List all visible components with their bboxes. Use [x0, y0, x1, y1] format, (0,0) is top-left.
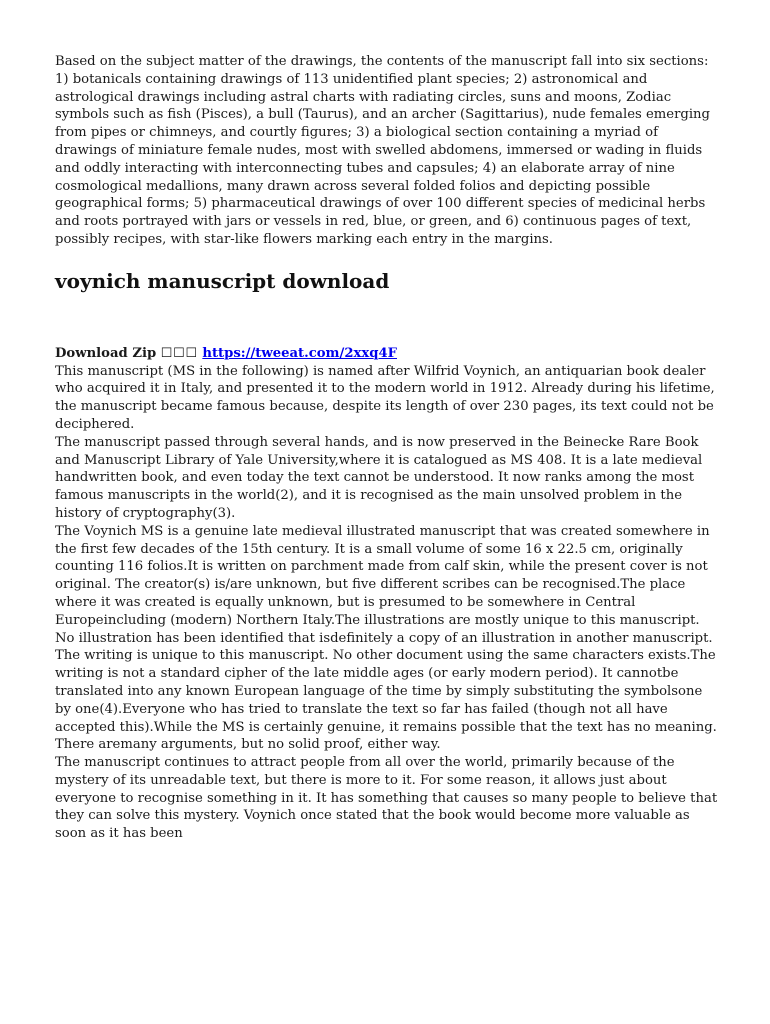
body-paragraph: The manuscript continues to attract people from all over the world, primarily because of the mystery of its unreadable text, but there is more to it. For some reason, it allows just about everyone to recognise something in it. It has something that causes so many people to believe that they can solve this mystery. Voynich once stated that the book would become more valuable as soon as it has been: [55, 755, 718, 842]
body-paragraph: The manuscript passed through several hands, and is now preserved in the Beinecke Rare Book and Manuscript Library of Yale University,where it is catalogued as MS 408. It is a late medieval handwritten book, and even today the text cannot be understood. It now ranks among the most famous manuscripts in the world(2), and it is recognised as the main unsolved problem in the history of cryptography(3).: [55, 434, 703, 521]
document-page: [55, 53, 720, 843]
download-label: Download Zip: [55, 345, 157, 361]
download-link[interactable]: https://tweeat.com/2xxq4F: [202, 345, 397, 361]
download-arrows-icon: ☐☐☐: [160, 345, 198, 361]
body-paragraph: The writing is unique to this manuscript. No other document using the same characters exists.The writing is not a standard cipher of the late middle ages (or early modern period). It cannotbe translated into any known European language of the time by simply substituting the symbolsone by one(4).Everyone who has tried to translate the text so far has failed (though not all have accepted this).While the MS is certainly genuine, it remains possible that the text has no meaning. There aremany arguments, but no solid proof, either way.: [55, 648, 717, 753]
intro-paragraph: Based on the subject matter of the drawings, the contents of the manuscript fall into six sections: 1) botanicals containing drawings of 113 unidentified plant species; 2) astronomical and astrological drawings including astral charts with radiating circles, suns and moons, Zodiac symbols such as fish (Pisces), a bull (Taurus), and an archer (Sagittarius), nude females emerging from pipes or chimneys, and courtly figures; 3) a biological section containing a myriad of drawings of miniature female nudes, most with swelled abdomens, immersed or wading in fluids and oddly interacting with interconnecting tubes and capsules; 4) an elaborate array of nine cosmological medallions, many drawn across several folded folios and depicting possible geographical forms; 5) pharmaceutical drawings of over 100 different species of medicinal herbs and roots portrayed with jars or vessels in red, blue, or green, and 6) continuous pages of text, possibly recipes, with star-like flowers marking each entry in the margins.: [55, 54, 710, 247]
body-paragraph: This manuscript (MS in the following) is named after Wilfrid Voynich, an antiquarian book dealer who acquired it in Italy, and presented it to the modern world in 1912. Already during his lifetime, the manuscript became famous because, despite its length of over 230 pages, its text could not be deciphered.: [55, 363, 715, 432]
page-heading: voynich manuscript download: [55, 268, 390, 293]
body-paragraph: The Voynich MS is a genuine late medieval illustrated manuscript that was created somewhere in the first few decades of the 15th century. It is a small volume of some 16 x 22.5 cm, originally counting 116 folios.It is written on parchment made from calf skin, while the present cover is not original. The creator(s) is/are unknown, but five different scribes can be recognised.The place where it was created is equally unknown, but is presumed to be somewhere in Central Europeincluding (modern) Northern Italy.The illustrations are mostly unique to this manuscript. No illustration has been identified that isdefinitely a copy of an illustration in another manuscript.: [55, 523, 713, 646]
download-line: [55, 345, 720, 363]
